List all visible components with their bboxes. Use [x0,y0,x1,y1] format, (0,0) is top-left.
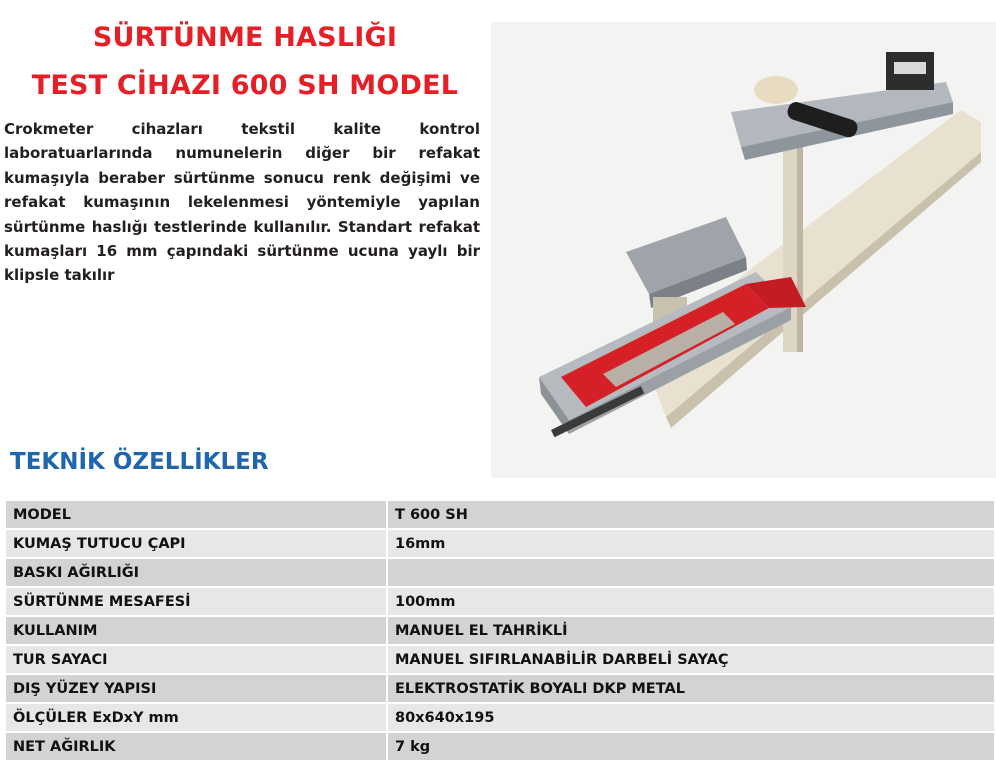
spec-value: MANUEL EL TAHRİKLİ [387,616,994,645]
spec-label: MODEL [6,500,387,529]
spec-label: DIŞ YÜZEY YAPISI [6,674,387,703]
table-row [6,587,994,616]
spec-value: T 600 SH [387,500,994,529]
table-row [6,500,994,529]
spec-label: KUMAŞ TUTUCU ÇAPI [6,529,387,558]
spec-label: ÖLÇÜLER ExDxY mm [6,703,387,732]
table-row [6,529,994,558]
spec-value [387,558,994,587]
page-title-line-2: TEST CİHAZI 600 SH MODEL [31,70,459,101]
product-photo [491,22,996,478]
spec-label: NET AĞIRLIK [6,732,387,760]
spec-label: BASKI AĞIRLIĞI [6,558,387,587]
spec-label: SÜRTÜNME MESAFESİ [6,587,387,616]
spec-value: 16mm [387,529,994,558]
spec-value: MANUEL SIFIRLANABİLİR DARBELİ SAYAÇ [387,645,994,674]
table-row [6,558,994,587]
spec-value: ELEKTROSTATİK BOYALI DKP METAL [387,674,994,703]
table-row [6,732,994,760]
spec-value: 7 kg [387,732,994,760]
table-row [6,703,994,732]
product-description: Crokmeter cihazları tekstil kalite kontrol laboratuarlarında numunelerin diğer bir refakat kumaşıyla beraber sürtünme sonucu renk değişimi ve refakat kumaşının lekelenmesi yöntemiyle yapılan sürtünme haslığı testlerinde kullanılır. Standart refakat kumaşları 16 mm çapındaki sürtünme ucuna yaylı bir klipsle takılır [4,120,480,285]
specs-heading: TEKNİK ÖZELLİKLER [10,449,269,475]
spec-value: 100mm [387,587,994,616]
spec-label: KULLANIM [6,616,387,645]
spec-value: 80x640x195 [387,703,994,732]
table-row [6,645,994,674]
specs-table [6,499,994,760]
page-title-line-1: SÜRTÜNME HASLIĞI [92,22,398,53]
spec-label: TUR SAYACI [6,645,387,674]
table-row [6,674,994,703]
table-row [6,616,994,645]
